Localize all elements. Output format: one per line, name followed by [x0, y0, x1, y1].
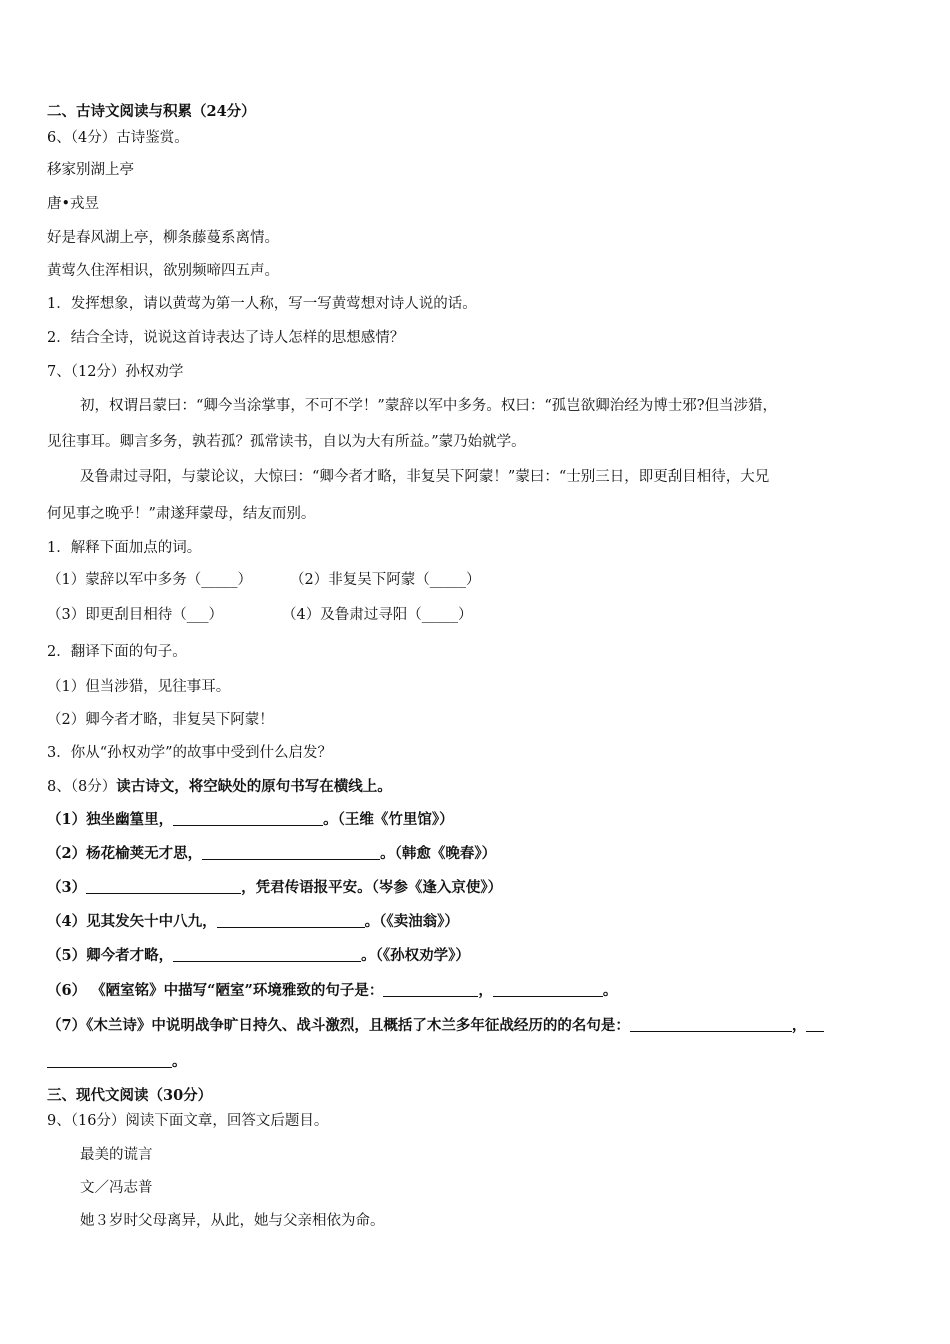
- fill-item-4-prefix: （4）见其发矢十中八九，: [47, 913, 217, 930]
- fill-item-5-prefix: （5）卿今者才略，: [47, 947, 174, 964]
- passage-para-2-line-1: 及鲁肃过寻阳，与蒙论议，大惊曰：“卿今者才略，非复吴下阿蒙！”蒙曰：“士别三日，即更刮目相待，大兄: [80, 469, 770, 485]
- translate-item-2: （2）卿今者才略，非复吴下阿蒙！: [47, 712, 274, 728]
- fill-item-7-suffix: 。: [172, 1053, 187, 1070]
- fill-item-3-suffix: ，凭君传语报平安。（岑参《逢入京使》）: [241, 879, 503, 896]
- fill-item-2: [47, 845, 496, 863]
- answer-blank[interactable]: [86, 879, 241, 894]
- answer-blank[interactable]: [217, 913, 365, 928]
- answer-blank[interactable]: [173, 947, 361, 962]
- poem-title: 移家别湖上亭: [47, 162, 134, 178]
- fill-item-3: [47, 879, 502, 897]
- question-7-header: 7、（12分）孙权劝学: [47, 364, 184, 380]
- passage-para-2-line-2: 何见事之晚乎！”肃遂拜蒙母，结友而别。: [47, 506, 316, 522]
- q7-subquestion-1: 1．解释下面加点的词。: [47, 540, 202, 556]
- section-3-title: 三、现代文阅读（30分）: [47, 1087, 213, 1104]
- answer-blank[interactable]: [47, 1053, 172, 1068]
- article-author: 文／冯志普: [80, 1180, 153, 1196]
- question-8-header: [47, 778, 392, 796]
- fill-item-6-suffix: 。: [602, 982, 618, 999]
- question-8-instruction: 读古诗文，将空缺处的原句书写在横线上。: [116, 778, 392, 795]
- answer-blank[interactable]: [630, 1017, 792, 1032]
- answer-blank[interactable]: [202, 845, 380, 860]
- q6-subquestion-2: 2．结合全诗，说说这首诗表达了诗人怎样的思想感情？: [47, 330, 405, 346]
- fill-item-5: [47, 947, 470, 965]
- fill-item-6-prefix: （6） 《陋室铭》中描写“陋室”环境雅致的句子是：: [47, 982, 384, 999]
- fill-item-6: [47, 982, 617, 1000]
- word-item-1: （1）蒙辞以军中多务（_____）: [47, 572, 252, 588]
- fill-item-1-prefix: （1）独坐幽篁里，: [47, 811, 174, 828]
- word-item-4: （4）及鲁肃过寻阳（_____）: [282, 607, 473, 623]
- fill-item-7-continued: [47, 1053, 187, 1071]
- answer-blank[interactable]: [806, 1017, 824, 1032]
- passage-para-1-line-2: 见往事耳。卿言多务，孰若孤？孤常读书，自以为大有所益。”蒙乃始就学。: [47, 434, 526, 450]
- q6-subquestion-1: 1．发挥想象，请以黄莺为第一人称，写一写黄莺想对诗人说的话。: [47, 296, 477, 312]
- poem-line-2: 黄莺久住浑相识，欲别频啼四五声。: [47, 263, 279, 279]
- article-title: 最美的谎言: [80, 1147, 153, 1163]
- fill-item-7-prefix: （7）《木兰诗》中说明战争旷日持久、战斗激烈，且概括了木兰多年征战经历的的名句是：: [47, 1017, 630, 1034]
- word-item-3: （3）即更刮目相待（___）: [47, 607, 223, 623]
- fill-item-2-prefix: （2）杨花榆荚无才思，: [47, 845, 203, 862]
- question-8-number: 8、（8分）: [47, 779, 117, 795]
- answer-blank[interactable]: [493, 982, 603, 997]
- fill-item-5-suffix: 。（《孙权劝学》）: [361, 947, 470, 964]
- fill-item-1: [47, 811, 454, 829]
- question-6-header: 6、（4分）古诗鉴赏。: [47, 130, 189, 146]
- fill-item-2-suffix: 。（韩愈《晚春》）: [380, 845, 497, 862]
- passage-para-1-line-1: 初，权谓吕蒙曰：“卿今当涂掌事，不可不学！”蒙辞以军中多务。权曰：“孤岂欲卿治经为博士邪?但当涉猎，: [80, 398, 778, 414]
- fill-item-7: [47, 1017, 824, 1035]
- translate-item-1: （1）但当涉猎，见往事耳。: [47, 679, 231, 695]
- section-2-title: 二、古诗文阅读与积累（24分）: [47, 103, 256, 120]
- word-item-2: （2）非复吴下阿蒙（_____）: [290, 572, 481, 588]
- q7-subquestion-3: 3．你从“孙权劝学”的故事中受到什么启发？: [47, 745, 333, 761]
- answer-blank[interactable]: [173, 811, 323, 826]
- fill-item-7-separator: ，: [791, 1017, 807, 1034]
- fill-item-1-suffix: 。（王维《竹里馆》）: [323, 811, 454, 828]
- fill-item-4: [47, 913, 459, 931]
- article-first-line: 她３岁时父母离异，从此，她与父亲相依为命。: [80, 1213, 385, 1229]
- poem-author: 唐•戎昱: [47, 196, 100, 212]
- fill-item-6-separator: ，: [478, 982, 493, 999]
- q7-subquestion-2: 2．翻译下面的句子。: [47, 644, 187, 660]
- question-9-header: 9、（16分）阅读下面文章，回答文后题目。: [47, 1113, 329, 1129]
- poem-line-1: 好是春风湖上亭，柳条藤蔓系离情。: [47, 230, 279, 246]
- answer-blank[interactable]: [383, 982, 478, 997]
- fill-item-3-prefix: （3）: [47, 879, 87, 896]
- fill-item-4-suffix: 。（《卖油翁》）: [364, 913, 459, 930]
